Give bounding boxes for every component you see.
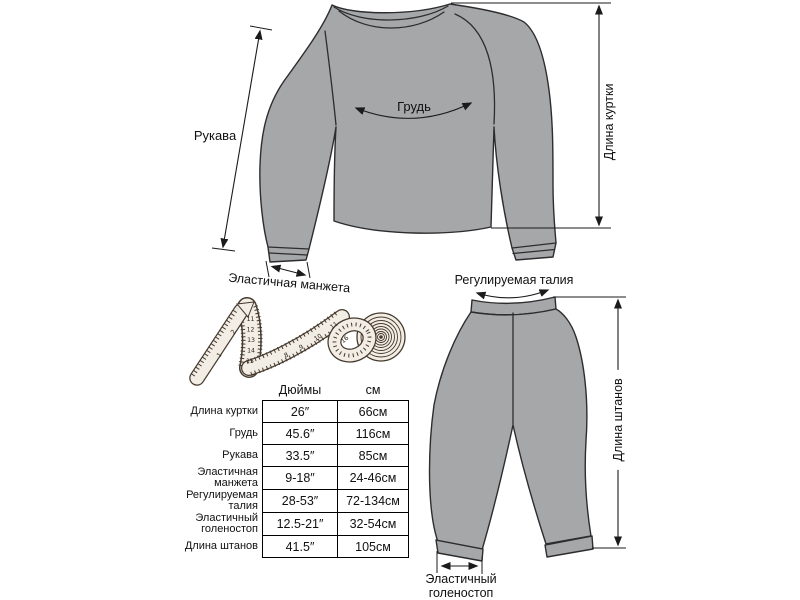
jacket-body <box>260 4 556 262</box>
elastic-ankle-line2: голеностоп <box>428 585 494 600</box>
adjustable-waist-label: Регулируемая талия <box>454 273 574 287</box>
tape-number: 13 <box>247 337 255 344</box>
cell-cm: 116см <box>338 423 409 445</box>
table-row <box>178 401 409 423</box>
elastic-ankle-label <box>411 573 511 600</box>
row-label: Рукава <box>222 448 258 461</box>
cell-inches: 41.5″ <box>263 536 338 558</box>
row-label: Регулируемая талия <box>186 488 258 513</box>
table-row <box>178 490 409 513</box>
tape-number: 8 <box>283 351 290 360</box>
tape-number: 10 <box>313 332 324 343</box>
cell-cm: 72-134см <box>338 490 409 513</box>
cell-cm: 85см <box>338 445 409 467</box>
tape-number: 14 <box>247 347 255 355</box>
cell-inches: 28-53″ <box>263 490 338 513</box>
pants-length-label: Длина штанов <box>612 370 626 470</box>
pants-illustration <box>430 297 594 561</box>
table-row <box>178 423 409 445</box>
tape-number: 9 <box>298 343 305 352</box>
measuring-tape-illustration <box>193 302 405 378</box>
cell-inches: 45.6″ <box>263 423 338 445</box>
table-row <box>178 513 409 536</box>
row-label: Эластичный голеностоп <box>195 511 258 536</box>
tape-number: 11 <box>246 316 255 323</box>
table-row <box>178 536 409 558</box>
tape-number: 11 <box>328 320 340 331</box>
tape-number: 16 <box>339 334 351 346</box>
row-label: Длина куртки <box>190 404 258 417</box>
cell-cm: 24-46см <box>338 467 409 490</box>
table-row <box>178 467 409 490</box>
sleeve-label: Рукава <box>193 128 237 143</box>
cell-inches: 9-18″ <box>263 467 338 490</box>
cell-inches: 12.5-21″ <box>263 513 338 536</box>
cell-inches: 33.5″ <box>263 445 338 467</box>
table-header-row <box>178 380 409 401</box>
cell-cm: 32-54см <box>338 513 409 536</box>
row-label: Длина штанов <box>184 540 258 552</box>
size-table <box>178 380 409 558</box>
jacket-length-label: Длина куртки <box>602 83 617 161</box>
cell-cm: 66см <box>338 401 409 423</box>
cell-inches: 26″ <box>263 401 338 423</box>
tape-number: 2 <box>229 328 238 336</box>
tape-number: 15 <box>246 358 254 365</box>
tape-number: 1 <box>215 351 224 359</box>
col-header-cm: см <box>365 383 381 397</box>
cell-cm: 105см <box>338 536 409 558</box>
row-label: Эластичная манжета <box>197 465 258 490</box>
tape-number: 12 <box>246 326 255 334</box>
col-header-inches: Дюймы <box>278 383 322 397</box>
elastic-cuff-label: Эластичная манжета <box>227 270 351 296</box>
row-label: Грудь <box>229 426 258 439</box>
chest-label: Грудь <box>397 99 431 114</box>
jacket-illustration <box>260 4 556 262</box>
table-row <box>178 445 409 467</box>
elastic-ankle-line1: Эластичный <box>425 572 497 586</box>
pants-body <box>430 309 592 550</box>
waist-arrow <box>477 290 548 298</box>
